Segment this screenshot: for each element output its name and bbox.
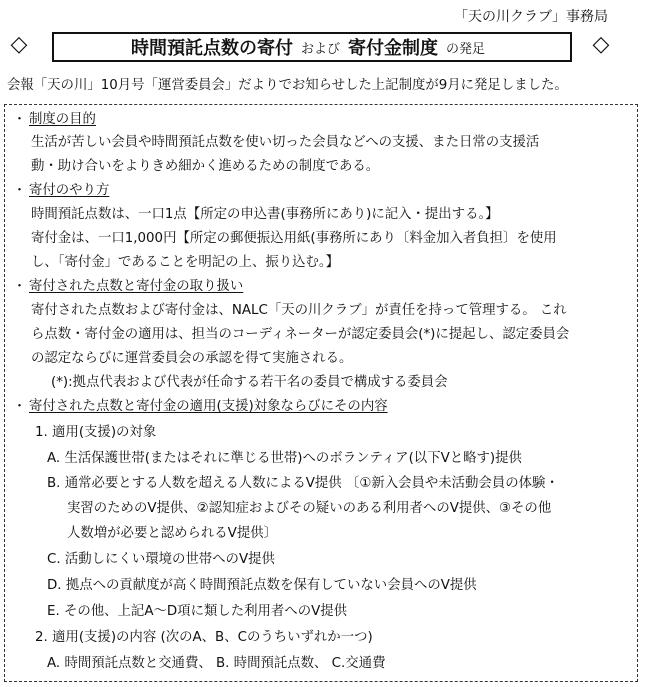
- section-2-bullet: ・: [13, 183, 27, 198]
- section-1-heading: 制度の目的: [29, 112, 96, 127]
- section-3-line-2: ら点数・寄付金の適用は、担当のコーディネーターが認定委員会(*)に提起し、認定委員会: [31, 327, 570, 342]
- section-4-item-1c: C. 活動しにくい環境の世帯へのV提供: [47, 552, 275, 567]
- section-4-item-1b: B. 通常必要とする人数を超える人数によるV提供 〔①新入会員や未活動会員の体験・: [47, 476, 559, 491]
- content-panel: [4, 104, 638, 682]
- diamond-left-icon: ◇: [10, 32, 28, 57]
- section-4-bullet: ・: [13, 399, 27, 414]
- section-4-item-1e: E. その他、上記A～D項に類した利用者へのV提供: [47, 604, 348, 619]
- title-row: [0, 30, 650, 68]
- section-1-line-1: 生活が苦しい会員や時間預託点数を使い切った会員などへの支援、また日常の支援活: [31, 135, 540, 150]
- title-box: [52, 32, 572, 62]
- title-part3: の発足: [446, 41, 486, 57]
- section-2-line-3: し、「寄付金」であることを明記の上、振り込む。】: [31, 255, 339, 270]
- section-3-line-1: 寄付された点数および寄付金は、NALC「天の川クラブ」が責任を持って管理する。 これ: [31, 303, 567, 318]
- section-4-item-2a: A. 時間預託点数と交通費、 B. 時間預託点数、 C.交通費: [47, 656, 386, 671]
- title-part1: 時間預託点数の寄付: [130, 38, 293, 59]
- section-2-line-1: 時間預託点数は、一口1点【所定の申込書(事務所にあり)に記入・提出する。】: [31, 207, 499, 222]
- section-4-heading: 寄付された点数と寄付金の適用(支援)対象ならびにその内容: [29, 399, 388, 414]
- section-4-item-1b-cont-2: 人数増が必要と認められるV提供〕: [67, 526, 278, 541]
- intro-text: 会報「天の川」10月号「運営委員会」だよりでお知らせした上記制度が9月に発足しました。: [7, 78, 568, 93]
- section-4-item-1b-cont-1: 実習のためのV提供、②認知症およびその疑いのある利用者へのV提供、③その他: [67, 501, 552, 516]
- title-connector: および: [300, 41, 340, 57]
- section-3-line-3: の認定ならびに運営委員会の承認を得て実施される。: [31, 351, 353, 366]
- section-3-note: (*):拠点代表および代表が任命する若干名の委員で構成する委員会: [51, 375, 448, 390]
- section-3-heading: 寄付された点数と寄付金の取り扱い: [29, 279, 244, 294]
- section-4-item-1d: D. 拠点への貢献度が高く時間預託点数を保有していない会員へのV提供: [47, 578, 477, 593]
- diamond-right-icon: ◇: [592, 32, 610, 57]
- section-2-heading: 寄付のやり方: [29, 183, 110, 198]
- office-name: 「天の川クラブ」事務局: [454, 9, 608, 25]
- section-2-line-2: 寄付金は、一口1,000円【所定の郵便振込用紙(事務所にあり〔料金加入者負担〕を使用: [31, 231, 557, 246]
- section-4-item-1a: A. 生活保護世帯(またはそれに準じる世帯)へのボランティア(以下Vと略す)提供: [47, 451, 522, 466]
- section-1-bullet: ・: [13, 112, 27, 127]
- title-part2: 寄付金制度: [348, 38, 438, 59]
- section-3-bullet: ・: [13, 279, 27, 294]
- section-4-item-1: 1. 適用(支援)の対象: [35, 425, 157, 440]
- section-1-line-2: 動・助け合いをよりきめ細かく進めるための制度である。: [31, 159, 380, 174]
- section-4-item-2: 2. 適用(支援)の内容 (次のA、B、Cのうちいずれか一つ): [35, 630, 373, 645]
